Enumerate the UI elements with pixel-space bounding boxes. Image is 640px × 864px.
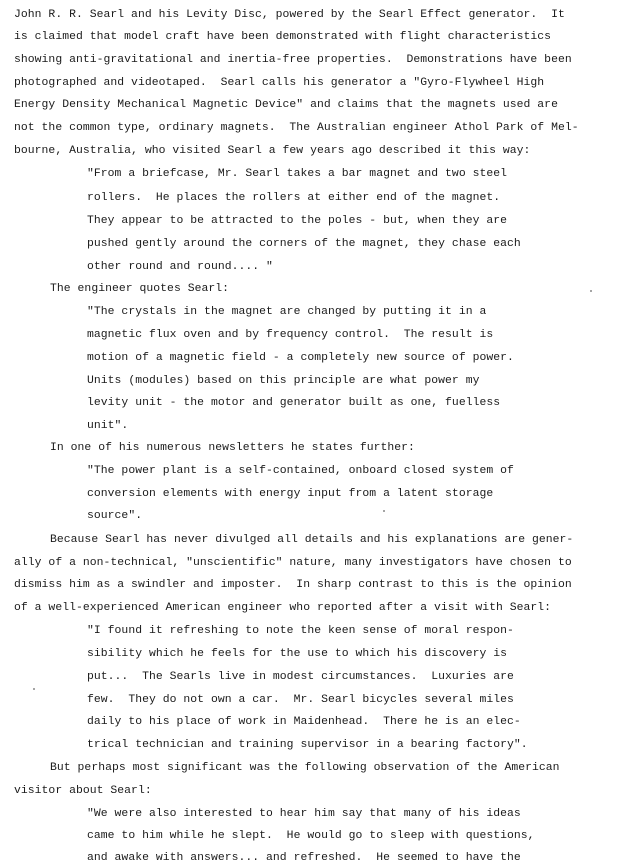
text-line: levity unit - the motor and generator built as one, fuelless	[87, 397, 501, 409]
text-line: of a well-experienced American engineer who reported after a visit with Searl:	[14, 602, 552, 614]
text-line: ally of a non-technical, "unscientific" nature, many investigators have chosen to	[14, 557, 572, 569]
text-line: "The power plant is a self-contained, onboard closed system of	[87, 465, 514, 477]
text-line: few. They do not own a car. Mr. Searl bicycles several miles	[87, 694, 514, 706]
text-line: source".	[87, 510, 143, 522]
intro-newsletters: In one of his numerous newsletters he states further:	[50, 442, 415, 454]
text-line: "I found it refreshing to note the keen sense of moral respon-	[87, 625, 514, 637]
text-line: is claimed that model craft have been demonstrated with flight characteristics	[14, 31, 552, 43]
text-line: rollers. He places the rollers at either end of the magnet.	[87, 192, 501, 204]
text-line: pushed gently around the corners of the magnet, they chase each	[87, 238, 521, 250]
text-line: came to him while he slept. He would go to sleep with questions,	[87, 830, 535, 842]
text-line: dismiss him as a swindler and imposter. In sharp contrast to this is the opinion	[14, 579, 572, 591]
text-line: Energy Density Mechanical Magnetic Device" and claims that the magnets used are	[14, 99, 558, 111]
text-line: and awake with answers... and refreshed. He seemed to have the	[87, 852, 521, 864]
text-line: sibility which he feels for the use to which his discovery is	[87, 648, 508, 660]
text-line: magnetic flux oven and by frequency control. The result is	[87, 329, 494, 341]
text-line: Units (modules) based on this principle are what power my	[87, 375, 480, 387]
text-line: bourne, Australia, who visited Searl a few years ago described it this way:	[14, 145, 531, 157]
text-line: "From a briefcase, Mr. Searl takes a bar magnet and two steel	[87, 168, 508, 180]
text-line: visitor about Searl:	[14, 785, 152, 797]
text-line: "We were also interested to hear him say that many of his ideas	[87, 808, 521, 820]
text-line: showing anti-gravitational and inertia-free properties. Demonstrations have been	[14, 54, 572, 66]
text-line: conversion elements with energy input from a latent storage	[87, 488, 494, 500]
text-line: motion of a magnetic field - a completely new source of power.	[87, 352, 514, 364]
text-line: put... The Searls live in modest circumstances. Luxuries are	[87, 671, 514, 683]
text-line: John R. R. Searl and his Levity Disc, powered by the Searl Effect generator. It	[14, 9, 565, 21]
text-line: other round and round.... "	[87, 261, 273, 273]
scan-speck	[33, 688, 35, 690]
text-line: They appear to be attracted to the poles - but, when they are	[87, 215, 508, 227]
text-line: But perhaps most significant was the following observation of the American	[50, 762, 560, 774]
scan-speck	[590, 290, 592, 292]
text-line: photographed and videotaped. Searl calls his generator a "Gyro-Flywheel High	[14, 77, 545, 89]
text-line: "The crystals in the magnet are changed by putting it in a	[87, 306, 487, 318]
text-line: not the common type, ordinary magnets. The Australian engineer Athol Park of Mel-	[14, 122, 579, 134]
scan-speck	[383, 510, 385, 512]
text-line: Because Searl has never divulged all details and his explanations are gener-	[50, 534, 574, 546]
text-line: unit".	[87, 420, 129, 432]
text-line: trical technician and training supervisor in a bearing factory".	[87, 739, 528, 751]
intro-engineer-quotes: The engineer quotes Searl:	[50, 283, 230, 295]
text-line: daily to his place of work in Maidenhead. There he is an elec-	[87, 716, 521, 728]
